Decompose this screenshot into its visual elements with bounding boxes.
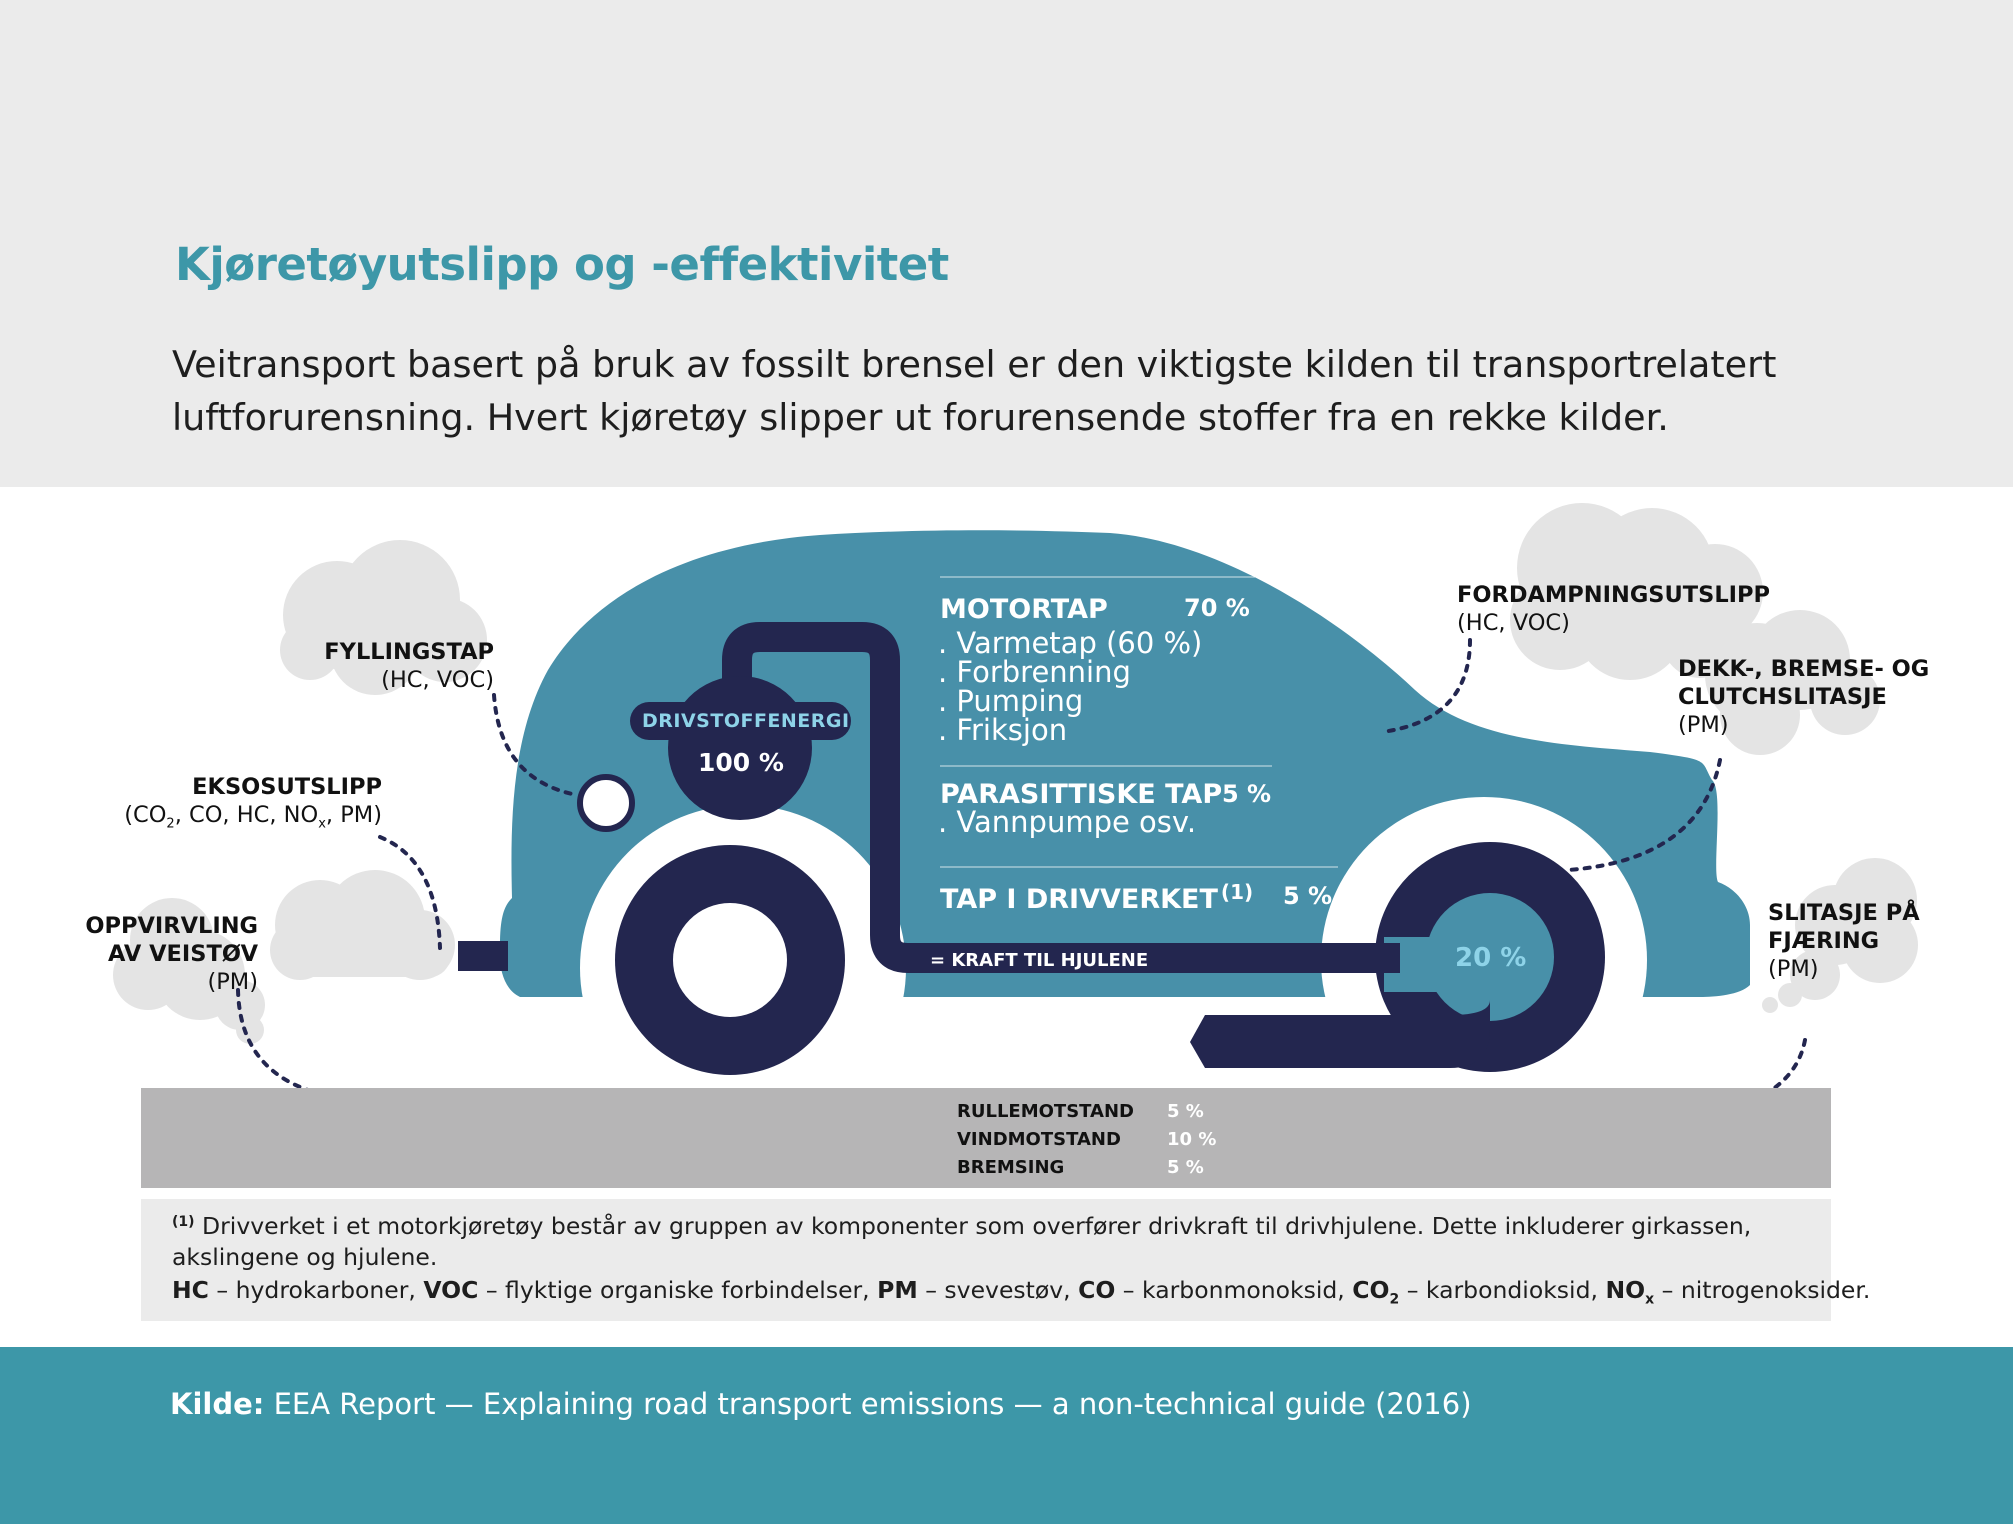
- label-slitasje-line2: FJÆRING: [1768, 928, 1880, 954]
- power-arrow: [1190, 1015, 1450, 1068]
- label-fyllingstap-sub: (HC, VOC): [381, 667, 494, 693]
- label-dekk-line1: DEKK-, BREMSE- OG: [1678, 656, 1930, 682]
- footnote-marker: (1): [172, 1214, 195, 1230]
- wheels-power-value: 20 %: [1455, 943, 1527, 973]
- exhaust-pipe: [458, 941, 508, 971]
- motortap-item: . Pumping: [938, 684, 1084, 718]
- road-row-value: 10 %: [1167, 1129, 1217, 1150]
- label-oppvirvling-sub: (PM): [207, 969, 258, 995]
- drivverk-value: 5 %: [1283, 882, 1333, 910]
- road-row-value: 5 %: [1167, 1157, 1204, 1178]
- road-row-label: VINDMOTSTAND: [957, 1129, 1121, 1150]
- label-dekk-line2: CLUTCHSLITASJE: [1678, 684, 1887, 710]
- motortap-value: 70 %: [1184, 594, 1250, 622]
- motortap-item: . Varmetap (60 %): [938, 626, 1203, 660]
- road-row-label: BREMSING: [957, 1157, 1065, 1178]
- label-fyllingstap: [290, 638, 494, 694]
- page-title: Kjøretøyutslipp og -effektivitet: [175, 238, 949, 291]
- parasittiske-value: 5 %: [1222, 780, 1272, 808]
- source-citation: EEA Report — Explaining road transport emissions — a non-technical guide (2016): [264, 1387, 1472, 1421]
- label-slitasje: [1768, 899, 1920, 983]
- label-slitasje-line1: SLITASJE PÅ: [1768, 900, 1920, 926]
- label-eksos-sub: ($CO_2$, CO, HC, $NO_x$, PM): [124, 802, 382, 832]
- fuel-energy-value: 100 %: [698, 748, 784, 777]
- fuel-cap-icon: [580, 777, 632, 829]
- drivverk-note: (1): [1220, 880, 1254, 904]
- label-dekk-sub: (PM): [1678, 712, 1729, 738]
- source-label: Kilde:: [170, 1387, 265, 1421]
- footnote-abbreviations: HC – hydrokarboner, VOC – flyktige organiske forbindelser, PM – svevestøv, CO – karbonmonoksid, $CO_2$ – karbondioksid, $NO_x$ – nitrogenoksider.: [172, 1276, 1871, 1308]
- label-fordampning-title: FORDAMPNINGSUTSLIPP: [1457, 582, 1771, 608]
- label-slitasje-sub: (PM): [1768, 956, 1819, 982]
- label-oppvirvling-line2: AV VEISTØV: [108, 941, 258, 967]
- parasittiske-item: . Vannpumpe osv.: [938, 805, 1197, 839]
- drivverk-title-text: TAP I DRIVVERKET: [940, 884, 1218, 915]
- intro-text: Veitransport basert på bruk av fossilt brensel er den viktigste kilden til transportrelatert luftforurensning. Hvert kjøretøy slipper ut forurensende stoffer fra en rekke kilder.: [172, 343, 1777, 439]
- motortap-title: MOTORTAP: [940, 594, 1108, 625]
- fuel-energy-label: DRIVSTOFFENERGI: [642, 710, 850, 732]
- label-oppvirvling: [60, 912, 258, 996]
- label-fyllingstap-title: FYLLINGSTAP: [324, 639, 494, 665]
- label-eksos: [110, 773, 382, 839]
- label-dekk: [1678, 655, 1929, 739]
- wheels-power-label: = KRAFT TIL HJULENE: [930, 950, 1149, 971]
- label-oppvirvling-line1: OPPVIRVLING: [85, 913, 258, 939]
- source-text: [170, 1387, 1472, 1421]
- footnote-drivverk: [172, 1207, 1812, 1273]
- source-band: [0, 1347, 2013, 1524]
- label-fordampning: [1457, 581, 1770, 637]
- label-eksos-title: EKSOSUTSLIPP: [192, 774, 382, 800]
- front-wheel: [615, 845, 845, 1075]
- road-row-label: RULLEMOTSTAND: [957, 1101, 1134, 1122]
- parasittiske-title: PARASITTISKE TAP: [940, 779, 1223, 810]
- motortap-item: . Friksjon: [938, 713, 1068, 747]
- road-row-value: 5 %: [1167, 1101, 1204, 1122]
- drivverk-title: [940, 880, 1253, 915]
- label-fordampning-sub: (HC, VOC): [1457, 610, 1570, 636]
- footnote-box: [141, 1199, 1871, 1321]
- footnote-drivverk-text: Drivverket i et motorkjøretøy består av gruppen av komponenter som overfører drivkraft til drivhjulene. Dette inkluderer girkassen, akslingene og hjulene.: [172, 1212, 1752, 1271]
- motortap-item: . Forbrenning: [938, 655, 1131, 689]
